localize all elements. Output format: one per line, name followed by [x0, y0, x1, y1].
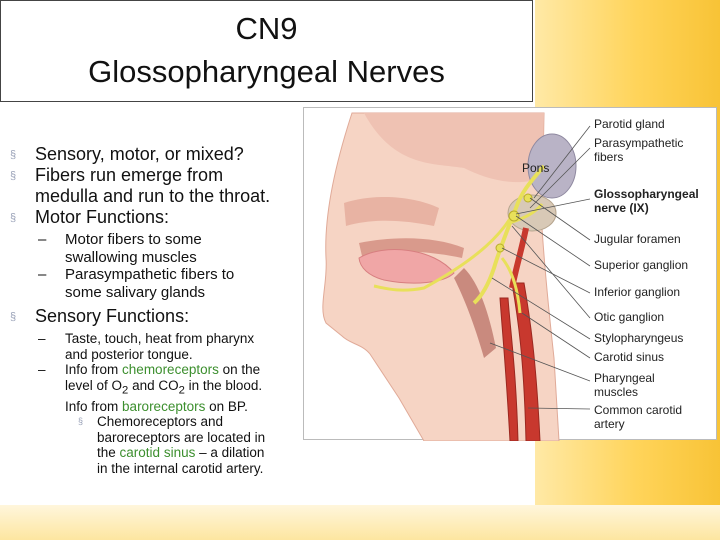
slide-title	[0, 0, 533, 102]
anatomy-illustration	[303, 107, 717, 440]
label-stylopharyngeus: Stylopharyngeus	[594, 331, 684, 345]
dash-marker: –	[38, 231, 47, 248]
label-parasympathetic-fibers: Parasympathetic fibers	[594, 136, 684, 164]
dash-marker: –	[38, 362, 46, 377]
term-carotid-sinus: carotid sinus	[119, 445, 196, 461]
label-inferior-ganglion: Inferior ganglion	[594, 285, 681, 299]
label-pharyngeal-muscles: Pharyngeal muscles	[594, 371, 655, 399]
bullet-fibers: § Fibers run emerge from medulla and run to the throat.	[10, 165, 271, 206]
sub-sub-bullet-carotid: § Chemoreceptors and baroreceptors are located in the carotid sinus – a dilation in the internal carotid artery.	[78, 414, 266, 476]
label-carotid-sinus: Carotid sinus	[594, 350, 665, 364]
bullet-square-icon: §	[78, 416, 84, 427]
title-line-2: Glossopharyngeal Nerves	[88, 54, 445, 89]
label-jugular-foramen: Jugular foramen	[594, 232, 681, 246]
bullet-sensory-motor: § Sensory, motor, or mixed?	[10, 144, 244, 164]
dash-marker: –	[38, 266, 47, 283]
slide-body	[10, 144, 302, 476]
bullet-square-icon: §	[10, 149, 17, 161]
dash-marker: –	[38, 331, 46, 346]
label-superior-ganglion: Superior ganglion	[594, 258, 689, 272]
title-line-1: CN9	[235, 11, 298, 46]
bullet-sensory-functions: § Sensory Functions:	[10, 306, 190, 326]
bullet-motor-functions: § Motor Functions:	[10, 207, 170, 227]
pons-label: Pons	[522, 161, 550, 175]
theme-background-bottom	[0, 505, 720, 540]
sub-bullet-parasympathetic: – Parasympathetic fibers to some salivary glands	[38, 266, 235, 301]
sub-bullet-motor-fibers: – Motor fibers to some swallowing muscles	[38, 231, 202, 266]
sub-bullet-info: – Info from chemoreceptors on the level of $O_2$ and $CO_2$ in the blood. Info from baroreceptors on BP.	[38, 362, 263, 414]
bullet-square-icon: §	[10, 311, 17, 323]
label-otic-ganglion: Otic ganglion	[594, 310, 665, 324]
label-parotid-gland: Parotid gland	[594, 117, 665, 131]
term-chemoreceptors: chemoreceptors	[122, 362, 219, 377]
sub-bullet-taste: – Taste, touch, heat from pharynx and posterior tongue.	[38, 331, 255, 362]
term-baroreceptors: baroreceptors	[122, 398, 206, 414]
bullet-square-icon: §	[10, 170, 17, 182]
label-glossopharyngeal-nerve: Glossopharyngeal nerve (IX)	[594, 187, 699, 215]
label-common-carotid-artery: Common carotid artery	[594, 403, 683, 431]
bullet-square-icon: §	[10, 212, 17, 224]
